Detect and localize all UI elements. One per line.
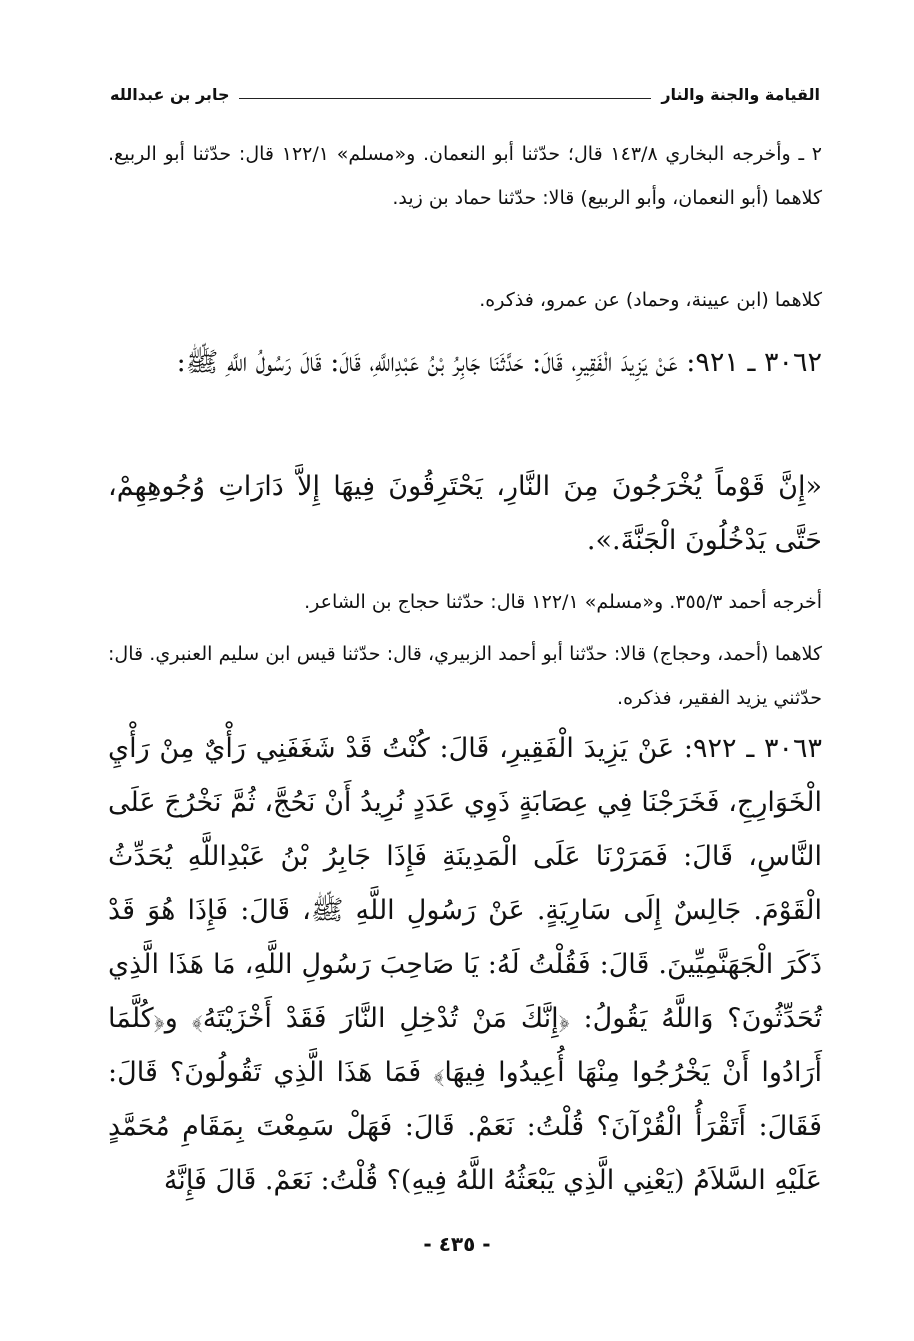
note-paragraph: ٢ ـ وأخرجه البخاري ١٤٣/٨ قال؛ حدّثنا أبو النعمان. و«مسلم» ١٢٢/١ قال: حدّثنا أبو الربيع. كلاهما (أبو النعمان، وأبو الربيع) قالا: حدّثنا حماد بن زيد. — [108, 143, 822, 209]
takhrij-note-4 — [108, 632, 822, 720]
note-paragraph: كلاهما (أحمد، وحجاج) قالا: حدّثنا أبو أحمد الزبيري، قال: حدّثنا قيس ابن سليم العنبري. قال: حدّثني يزيد الفقير، فذكره. — [108, 643, 822, 709]
takhrij-note-2 — [108, 278, 822, 322]
header-companion-name: جابر بن عبدالله — [110, 84, 230, 104]
hadith-paragraph: ٣٠٦٣ ـ ٩٢٢: عَنْ يَزِيدَ الْفَقِيرِ، قَالَ: كُنْتُ قَدْ شَغَفَنِي رَأْيٌ مِنْ رَأْيِ الْخَوَارِجِ، فَخَرَجْنَا فِي عِصَابَةٍ ذَوِي عَدَدٍ نُرِيدُ أَنْ نَحُجَّ، ثُمَّ نَخْرُجَ عَلَى النَّاسِ، قَالَ: فَمَرَرْنَا عَلَى الْمَدِينَةِ فَإِذَا جَابِرُ بْنُ عَبْدِاللَّهِ يُحَدِّثُ الْقَوْمَ. جَالِسٌ إِلَى سَارِيَةٍ. عَنْ رَسُولِ اللَّهِ ﷺ، قَالَ: فَإِذَا هُوَ قَدْ ذَكَرَ الْجَهَنَّمِيِّينَ. قَالَ: فَقُلْتُ لَهُ: يَا صَاحِبَ رَسُولِ اللَّهِ، مَا هَذَا الَّذِي تُحَدِّثُونَ؟ وَاللَّهُ يَقُولُ: ﴿إِنَّكَ مَنْ تُدْخِلِ النَّارَ فَقَدْ أَخْزَيْتَهُ﴾ و﴿كُلَّمَا أَرَادُوا أَنْ يَخْرُجُوا مِنْهَا أُعِيدُوا فِيهَا﴾ فَمَا هَذَا الَّذِي تَقُولُونَ؟ قَالَ: فَقَالَ: أَتَقْرَأُ الْقُرْآنَ؟ قُلْتُ: نَعَمْ. قَالَ: فَهَلْ سَمِعْتَ بِمَقَامِ مُحَمَّدٍ عَلَيْهِ السَّلاَمُ (يَعْنِي الَّذِي يَبْعَثُهُ اللَّهُ فِيهِ)؟ قُلْتُ: نَعَمْ. قَالَ فَإِنَّهُ — [108, 733, 823, 1196]
hadith-paragraph: «إِنَّ قَوْماً يُخْرَجُونَ مِنَ النَّارِ، يَحْتَرِقُونَ فِيهَا إِلاَّ دَارَاتِ وُجُوهِهِمْ، حَتَّى يَدْخُلُونَ الْجَنَّةَ.». — [108, 471, 822, 556]
hadith-3062-matn — [108, 460, 822, 568]
takhrij-note-3 — [108, 580, 822, 624]
hadith-paragraph: ٣٠٦٢ ـ ٩٢١: عَنْ يَزِيدَ الْفَقِيرِ، قَالَ: حَدَّثَنَا جَابِرُ بْنُ عَبْدِاللَّهِ، قَالَ: قَالَ رَسُولُ اللَّهِ ﷺ: — [176, 347, 822, 378]
running-header — [110, 78, 820, 110]
note-paragraph: كلاهما (ابن عيينة، وحماد) عن عمرو، فذكره. — [479, 289, 822, 311]
note-paragraph: أخرجه أحمد ٣٥٥/٣. و«مسلم» ١٢٢/١ قال: حدّثنا حجاج بن الشاعر. — [304, 591, 822, 613]
header-chapter-title: القيامة والجنة والنار — [661, 84, 820, 104]
hadith-3063 — [108, 722, 822, 1208]
hadith-3062-isnad — [108, 336, 822, 390]
header-rule — [239, 98, 651, 99]
page-number: - ٤٣٥ - — [423, 1232, 491, 1256]
takhrij-note-1 — [108, 132, 822, 220]
